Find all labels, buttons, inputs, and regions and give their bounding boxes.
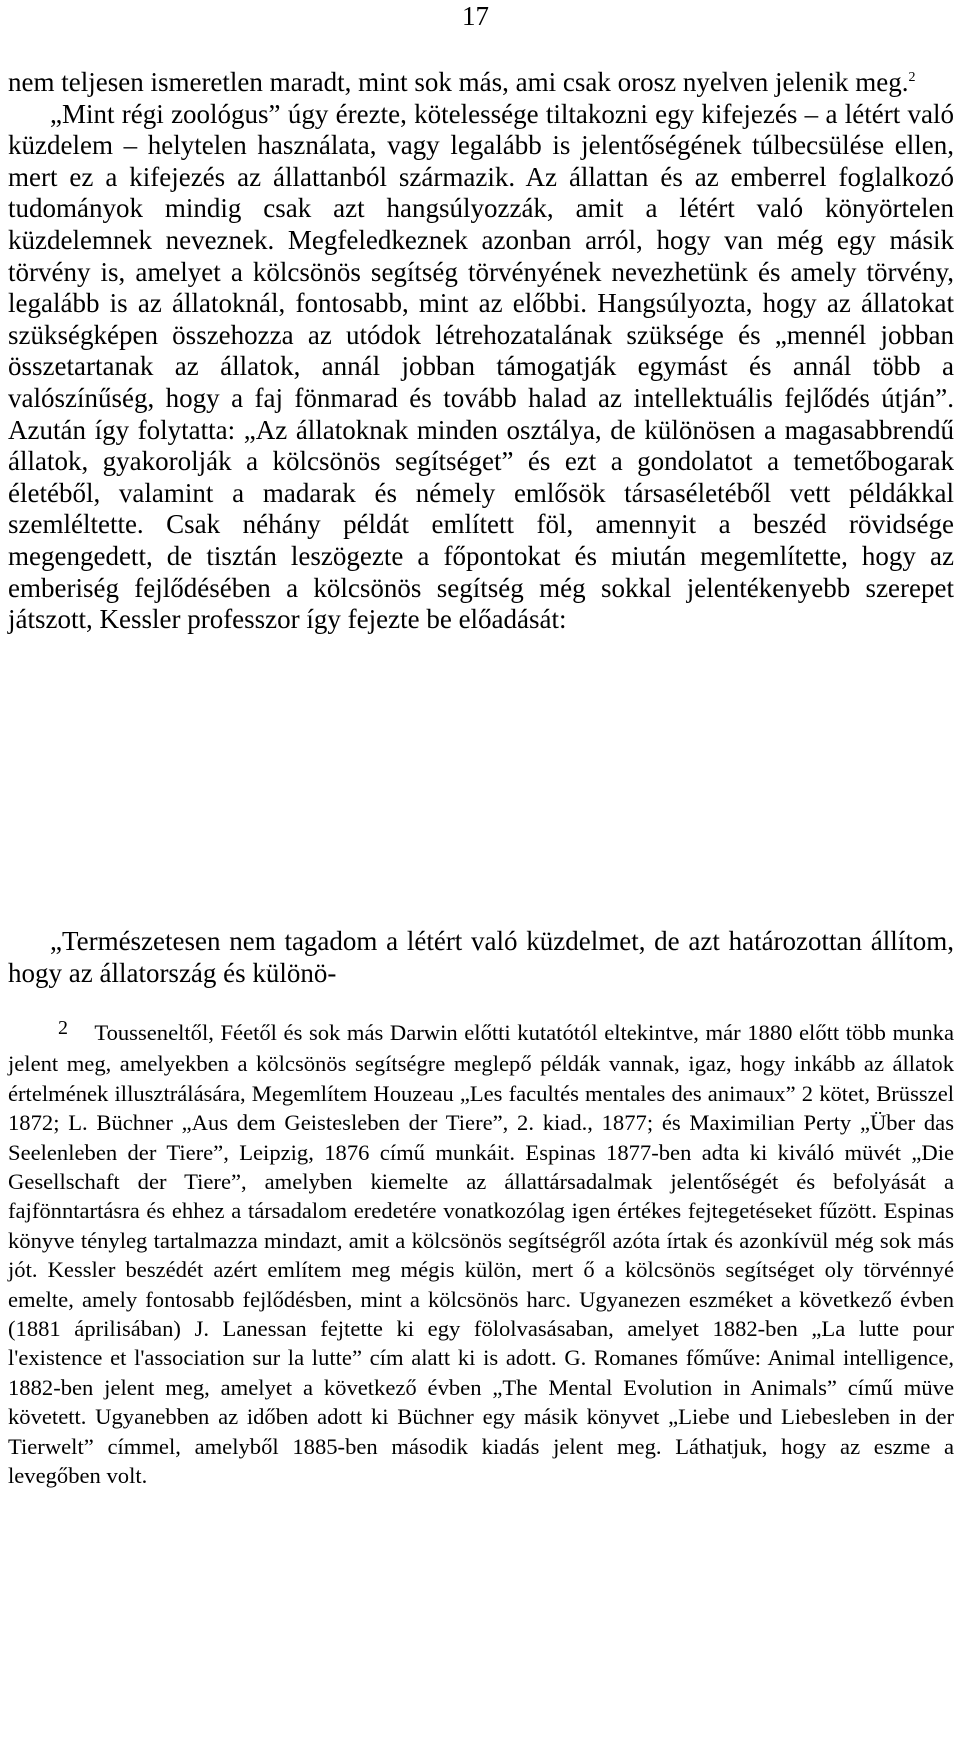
footnote-paragraph: [8, 1018, 954, 1491]
paragraph-1-text: nem teljesen ismeretlen maradt, mint sok más, ami csak orosz nyelven jelenik meg.: [8, 67, 909, 97]
quote-block: [8, 926, 954, 989]
footnote: [8, 1018, 954, 1491]
footnote-text: Tousseneltől, Féetől és sok más Darwin előtti kutatótól eltekintve, már 1880 előtt több munka jelent meg, amelyekben a kölcsönös segítségre meglepő példák vannak, igaz, hogy inkább az állatok értelmének illusztrálására, Megemlítem Houzeau „Les facultés mentales des animaux” 2 kötet, Brüsszel 1872; L. Büchner „Aus dem Geistesleben der Tiere”, 2. kiad., 1877; és Maximilian Perty „Über das Seelenleben der Tiere”, Leipzig, 1876 című munkáit. Espinas 1877-ben adta ki kiváló müvét „Die Gesellschaft der Tiere”, amelyben kiemelte az állattársadalmak jelentőségét és befolyását a fajfönntartásra és ehhez a társadalom eredetére vonatkozólag igen értékes fejtegetéseket fűzött. Espinas könyve tényleg tartalmazza mindazt, amit a kölcsönös segítségről azóta írtak és azonkívül még sok más jót. Kessler beszédét azért említem meg mégis külön, mert ő a kölcsönös segítséget oly törvénnyé emelte, amely fontosabb fejlődésben, mint a kölcsönös harc. Ugyanezen eszméket a következő évben (1881 áprilisában) J. Lanessan fejtette ki egy fölolvasásaban, amelyet 1882-ben „La lutte pour l'existence et l'association sur la lutte” cím alatt ki is adott. G. Romanes főműve: Animal intelligence, 1882-ben jelent meg, amelyet a következő évben „The Mental Evolution in Animals” című müve követett. Ugyanebben az időben adott ki Büchner egy másik könyvet „Liebe und Liebesleben in der Tierwelt” címmel, amelyből 1885-ben második kiadás jelent meg. Láthatjuk, hogy az eszme a levegőben volt.: [8, 1020, 955, 1489]
page-number: 17: [462, 1, 489, 31]
main-body: [8, 67, 954, 636]
quote-paragraph: [8, 926, 954, 989]
footnote-reference: 2: [908, 70, 916, 85]
paragraph-2: [8, 99, 954, 636]
paragraph-2-text: „Mint régi zoológus” úgy érezte, kötelessége tiltakozni egy kifejezés – a létért való küzdelem – helytelen használata, vagy legalább is jelentőségének túlbecsülése ellen, mert ez a kifejezés az állattanból származik. Az állattan és az emberrel foglalkozó tudományok mindig csak azt hangsúlyozzák, amit a létért való könyörtelen küzdelemnek neveznek. Megfeledkeznek azonban arról, hogy van még egy másik törvény is, amelyet a kölcsönös segítség törvényének nevezhetünk és amely törvény, legalább is az állatoknál, fontosabb, mint az előbbi. Hangsúlyozta, hogy az állatokat szükségképen összehozza az utódok létrehozatalának szüksége és „mennél jobban összetartanak az állatok, annál jobban támogatják egymást és annál több a valószínűség, hogy a faj fönmarad és tovább halad az intellektuális fejlődés útján”. Azután így folytatta: „Az állatoknak minden osztálya, de különösen a magasabbrendű állatok, gyakorolják a kölcsönös segítséget” és ezt a gondolatot a temetőbogarak életéből, valamint a madarak és némely emlősök társaséletéből vett példákkal szemléltette. Csak néhány példát említett föl, amennyit a beszéd rövidsége megengedett, de tisztán leszögezte a főpontokat és miután megemlítette, hogy az emberiség fejlődésében a kölcsönös segítség még sokkal jelentékenyebb szerepet játszott, Kessler professzor így fejezte be előadását:: [8, 98, 954, 635]
paragraph-1: [8, 67, 954, 99]
quote-text: „Természetesen nem tagadom a létért való küzdelmet, de azt határozottan állítom, hogy az állatország és különö-: [8, 926, 954, 988]
footnote-mark: 2: [58, 1017, 68, 1039]
